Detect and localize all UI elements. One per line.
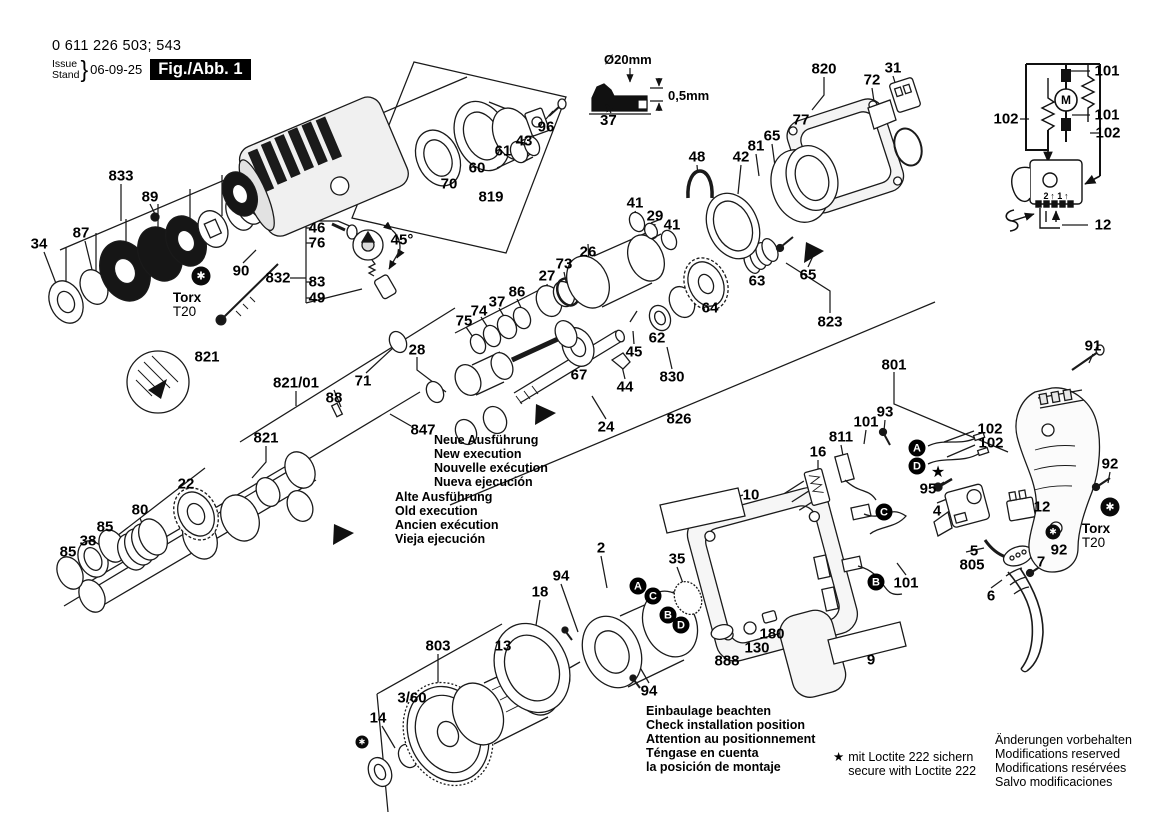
part-number-label: 823 [817,313,843,331]
note-line: New execution [434,447,522,461]
part-number-label: 63 [748,272,766,290]
part-number-label: 833 [108,167,134,185]
part-number-label: 821/01 [273,374,319,392]
assembly-marker-d: D [673,617,690,634]
part-number-label: 67 [570,366,588,384]
part-number-label: 4 [932,502,942,520]
note-line: la posición de montaje [646,760,781,774]
part-number-label: 13 [494,637,512,655]
part-number-label: 89 [141,188,159,206]
part-number-label: 92 [1101,455,1119,473]
dimension-part-label: 37 [600,112,617,129]
figure-label: Fig./Abb. 1 [150,59,250,80]
new-execution-note [434,433,548,489]
part-number-label: 803 [425,637,451,655]
issue-word-en: Issue [52,58,78,70]
note-line: Änderungen vorbehalten [995,733,1132,747]
torx-size-label: Torx T20 [1081,521,1111,550]
part-number-label: 26 [579,243,597,261]
torx-size-label: Torx T20 [172,290,202,319]
part-number-label: 86 [508,283,526,301]
part-number-label: 830 [659,368,685,386]
circuit-ref-label: 12 [1094,216,1112,234]
part-number-label: 14 [369,709,387,727]
part-number-label: 102 [978,434,1004,452]
part-number-label: 38 [79,532,97,550]
part-number-label: 821 [253,429,279,447]
note-line: secure with Loctite 222 [848,764,977,778]
part-number-label: 73 [555,255,573,273]
part-number-label: 29 [646,207,664,225]
note-line: Attention au positionnement [646,732,816,746]
catalog-number: 0 611 226 503; 543 [52,38,182,54]
part-number-label: 62 [648,329,666,347]
part-number-label: 805 [959,556,985,574]
assembly-marker-a: A [630,578,647,595]
part-number-label: 6 [986,587,996,605]
part-number-label: 820 [811,60,837,78]
part-number-label: 2 [596,539,606,557]
part-number-label: 88 [325,389,343,407]
note-line: Salvo modificaciones [995,775,1113,789]
issue-words [52,59,79,80]
part-number-label: 93 [876,403,894,421]
part-number-label: 94 [640,682,658,700]
part-number-label: 64 [701,299,719,317]
note-line: Téngase en cuenta [646,746,759,760]
part-number-label: 37 [488,293,506,311]
old-execution-note [395,490,499,546]
part-number-label: 180 [759,625,785,643]
part-number-label: 821 [194,348,220,366]
part-number-label: 96 [537,118,555,136]
part-number-label: 101 [853,413,879,431]
note-line: Einbaulage beachten [646,704,772,718]
part-number-label: 10 [742,486,760,504]
part-number-label: 801 [881,356,907,374]
part-number-label: 24 [597,418,615,436]
part-number-label: 18 [531,583,549,601]
issue-word-de: Stand [52,68,80,81]
part-number-label: 75 [455,312,473,330]
part-number-label: 102 [977,420,1003,438]
installation-note [646,704,815,774]
part-number-label: 46 [308,219,326,237]
part-number-label: 85 [96,518,114,536]
part-number-label: 71 [354,372,372,390]
part-number-label: 819 [478,188,504,206]
note-line: Neue Ausführung [434,433,539,447]
motor-symbol-label: M [1061,93,1071,107]
assembly-marker-d: D [909,458,926,475]
part-number-label: 35 [668,550,686,568]
part-number-label: 91 [1084,337,1102,355]
title-block [52,38,312,83]
assembly-marker-c: C [645,588,662,605]
part-number-label: 28 [408,341,426,359]
part-number-label: 41 [663,216,681,234]
part-number-label: 48 [688,148,706,166]
note-line: Check installation position [646,718,806,732]
part-number-label: 811 [828,428,854,446]
circuit-ref-label: 101 [1094,106,1120,124]
part-number-label: 9 [866,651,876,669]
part-number-label: 90 [232,262,250,280]
part-number-label: 72 [863,71,881,89]
assembly-marker-c: C [876,504,893,521]
part-number-label: 44 [616,378,634,396]
part-number-label: 27 [538,267,556,285]
loctite-star-icon: ★ [833,750,845,764]
circuit-ref-label: 101 [1094,62,1120,80]
part-number-label: 7 [1036,553,1046,571]
assembly-marker-b: B [868,574,885,591]
part-number-label: 31 [884,59,902,77]
brace-glyph: } [80,56,89,82]
part-number-label: 94 [552,567,570,585]
part-number-label: 12 [1033,498,1051,516]
angle-label: 45° [390,231,414,249]
part-number-label: 85 [59,543,77,561]
part-number-label: 83 [308,273,326,291]
torx-screw-head-icon: ✱ [1046,525,1061,540]
note-line: Modifications reserved [995,747,1121,761]
note-line: Ancien exécution [395,518,499,532]
torx-screw-head-icon: ✱ [192,267,211,286]
part-number-label: 43 [515,132,533,150]
circuit-ref-label: 102 [1095,124,1121,142]
part-number-label: 74 [470,302,488,320]
note-line: Vieja ejecución [395,532,486,546]
assembly-marker-a: A [909,440,926,457]
part-number-label: 60 [468,159,486,177]
part-number-label: 832 [265,269,291,287]
part-number-label: 22 [177,475,195,493]
part-number-label: 65 [763,127,781,145]
part-number-label: 92 [1050,541,1068,559]
note-line: Modifications resérvées [995,761,1127,775]
part-number-label: 101 [893,574,919,592]
part-number-label: 61 [494,142,512,160]
part-number-label: 65 [799,266,817,284]
loctite-note [833,750,976,778]
part-number-label: 42 [732,148,750,166]
part-number-label: 87 [72,224,90,242]
part-number-label: 49 [308,289,326,307]
switch-pin-label: 2 ↑ 1 ↑ [1043,191,1069,201]
part-number-label: 81 [747,137,765,155]
part-number-label: 888 [714,652,740,670]
part-number-label: 847 [410,421,436,439]
circuit-ref-label: 102 [993,110,1019,128]
note-line: mit Loctite 222 sichern [848,750,974,764]
modifications-note [995,733,1132,789]
part-number-label: 34 [30,235,48,253]
part-number-label: 130 [744,639,770,657]
part-number-label: 826 [666,410,692,428]
loctite-star-icon: ★ [930,464,946,481]
note-line: Nouvelle exécution [434,461,548,475]
part-number-label: 41 [626,194,644,212]
note-line: Nueva ejecución [434,475,533,489]
issue-date: 06-09-25 [90,62,143,77]
part-number-label: 95 [919,480,937,498]
part-number-label: 77 [792,111,810,129]
offset-dimension-label: 0,5mm [668,88,710,103]
part-number-label: 70 [440,175,458,193]
part-number-label: 80 [131,501,149,519]
part-number-label: 5 [969,542,979,560]
part-number-label: 76 [308,234,326,252]
assembly-marker-b: B [660,607,677,624]
torx-screw-head-icon: ✱ [356,736,369,749]
note-line: Alte Ausführung [395,490,493,504]
part-number-label: 16 [809,443,827,461]
note-line: Old execution [395,504,478,518]
diameter-dimension-label: Ø20mm [604,52,652,67]
part-number-label: 45 [625,343,643,361]
part-number-label: 3/60 [397,689,427,707]
torx-screw-head-icon: ✱ [1101,498,1120,517]
